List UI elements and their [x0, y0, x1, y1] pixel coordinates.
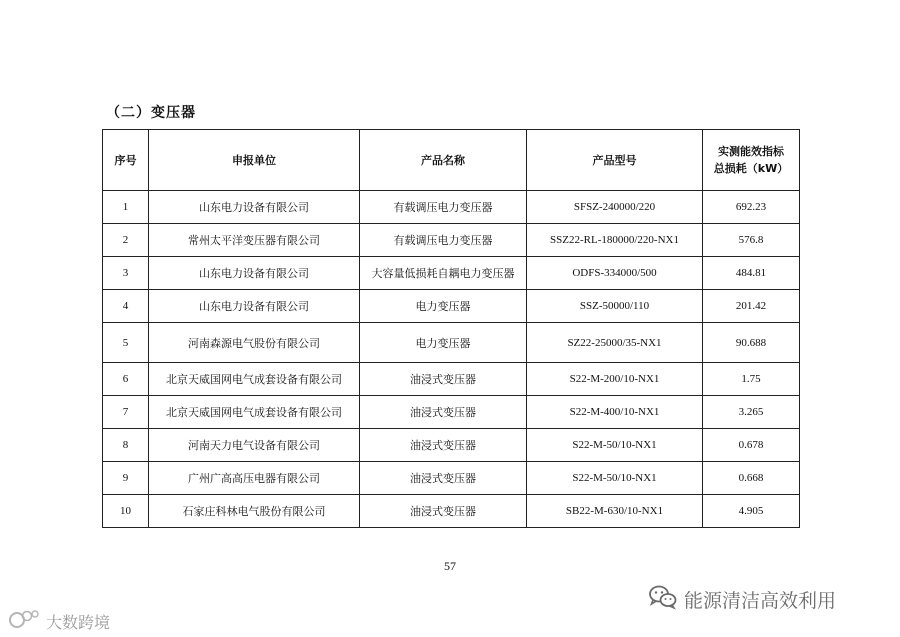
- table-row: [103, 323, 800, 363]
- table-row: [103, 396, 800, 429]
- cell-model: SSZ22-RL-180000/220-NX1: [527, 224, 703, 257]
- cell-model: S22-M-50/10-NX1: [527, 462, 703, 495]
- cell-loss: 692.23: [703, 191, 800, 224]
- table-header-row: [103, 130, 800, 191]
- page-number: 57: [444, 559, 456, 573]
- cell-model: S22-M-200/10-NX1: [527, 363, 703, 396]
- cell-seq: 1: [103, 191, 149, 224]
- transformer-table: [102, 129, 800, 528]
- cell-model: S22-M-50/10-NX1: [527, 429, 703, 462]
- header-seq: 序号: [103, 130, 149, 191]
- cell-loss: 576.8: [703, 224, 800, 257]
- cell-product-name: 电力变压器: [360, 290, 527, 323]
- cell-product-name: 油浸式变压器: [360, 462, 527, 495]
- cell-unit: 河南森源电气股份有限公司: [149, 323, 360, 363]
- cell-seq: 6: [103, 363, 149, 396]
- cell-model: SB22-M-630/10-NX1: [527, 495, 703, 528]
- cell-unit: 北京天威国网电气成套设备有限公司: [149, 363, 360, 396]
- cell-loss: 0.668: [703, 462, 800, 495]
- cell-unit: 河南天力电气设备有限公司: [149, 429, 360, 462]
- cell-seq: 5: [103, 323, 149, 363]
- cell-product-name: 油浸式变压器: [360, 429, 527, 462]
- cell-product-name: 油浸式变压器: [360, 495, 527, 528]
- table-row: [103, 363, 800, 396]
- cell-seq: 3: [103, 257, 149, 290]
- cell-loss: 1.75: [703, 363, 800, 396]
- cell-model: S22-M-400/10-NX1: [527, 396, 703, 429]
- cell-product-name: 电力变压器: [360, 323, 527, 363]
- cell-product-name: 大容量低损耗自耦电力变压器: [360, 257, 527, 290]
- table-row: [103, 290, 800, 323]
- cell-loss: 484.81: [703, 257, 800, 290]
- cell-seq: 9: [103, 462, 149, 495]
- cell-seq: 8: [103, 429, 149, 462]
- cell-model: SSZ-50000/110: [527, 290, 703, 323]
- cell-loss: 90.688: [703, 323, 800, 363]
- cell-seq: 4: [103, 290, 149, 323]
- brand-logo-icon: [8, 608, 42, 634]
- cell-product-name: 油浸式变压器: [360, 363, 527, 396]
- watermark-right-text: 能源清洁高效利用: [684, 590, 837, 612]
- cell-product-name: 有载调压电力变压器: [360, 224, 527, 257]
- table-row: [103, 191, 800, 224]
- cell-unit: 石家庄科林电气股份有限公司: [149, 495, 360, 528]
- table-row: [103, 257, 800, 290]
- cell-model: ODFS-334000/500: [527, 257, 703, 290]
- header-loss-line2: 总损耗（kW）: [713, 162, 789, 175]
- cell-seq: 10: [103, 495, 149, 528]
- cell-loss: 0.678: [703, 429, 800, 462]
- section-title: （二）变压器: [106, 105, 196, 121]
- cell-unit: 广州广高高压电器有限公司: [149, 462, 360, 495]
- cell-loss: 3.265: [703, 396, 800, 429]
- header-unit: 申报单位: [149, 130, 360, 191]
- header-product-name: 产品名称: [360, 130, 527, 191]
- cell-unit: 山东电力设备有限公司: [149, 257, 360, 290]
- cell-model: SFSZ-240000/220: [527, 191, 703, 224]
- cell-unit: 山东电力设备有限公司: [149, 191, 360, 224]
- header-model: 产品型号: [527, 130, 703, 191]
- watermark-right: [648, 584, 836, 615]
- cell-loss: 201.42: [703, 290, 800, 323]
- table-row: [103, 429, 800, 462]
- cell-unit: 山东电力设备有限公司: [149, 290, 360, 323]
- watermark-left-text: 大数跨境: [46, 612, 111, 632]
- watermark-left: [8, 608, 110, 634]
- table-row: [103, 462, 800, 495]
- header-loss: [703, 130, 800, 191]
- cell-product-name: 有载调压电力变压器: [360, 191, 527, 224]
- cell-loss: 4.905: [703, 495, 800, 528]
- table-row: [103, 495, 800, 528]
- cell-seq: 2: [103, 224, 149, 257]
- header-loss-line1: 实测能效指标: [718, 145, 784, 158]
- cell-seq: 7: [103, 396, 149, 429]
- cell-unit: 常州太平洋变压器有限公司: [149, 224, 360, 257]
- wechat-icon: [648, 584, 678, 615]
- table-row: [103, 224, 800, 257]
- cell-unit: 北京天威国网电气成套设备有限公司: [149, 396, 360, 429]
- cell-product-name: 油浸式变压器: [360, 396, 527, 429]
- cell-model: SZ22-25000/35-NX1: [527, 323, 703, 363]
